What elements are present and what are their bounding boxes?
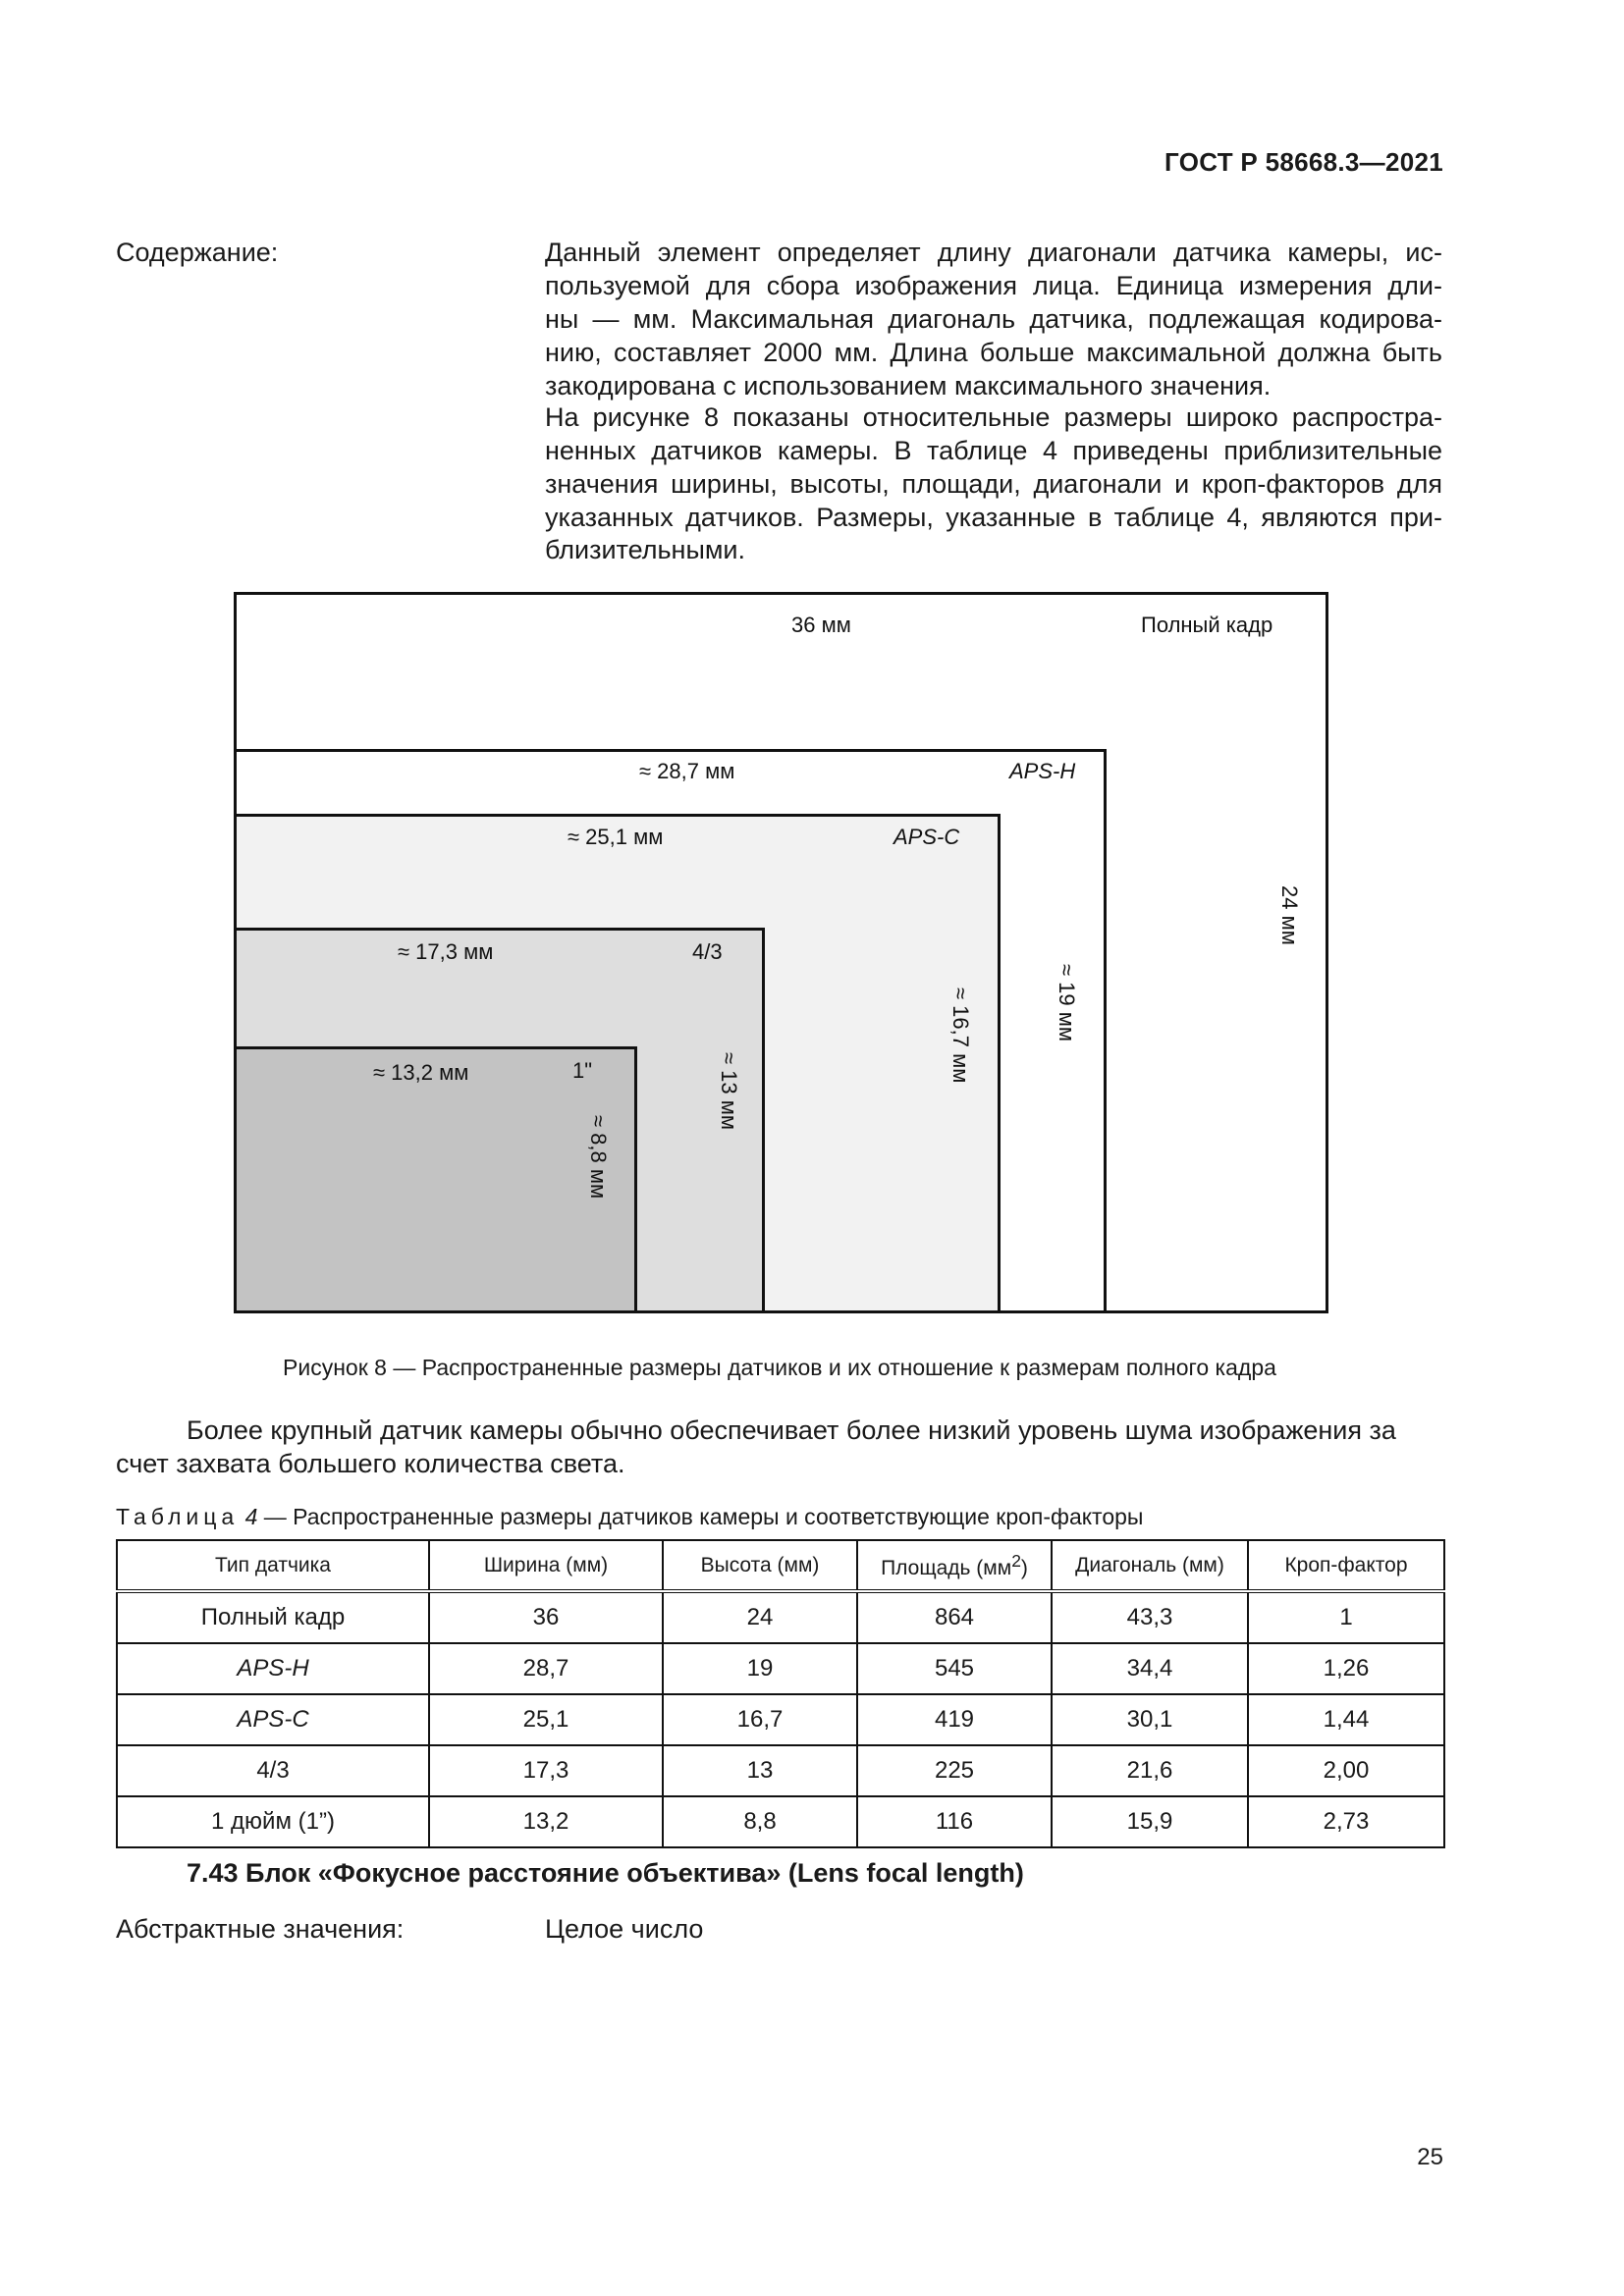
document-code: ГОСТ Р 58668.3—2021 bbox=[1164, 147, 1443, 177]
column-header: Диагональ (мм) bbox=[1052, 1540, 1248, 1591]
area-header-suffix: ) bbox=[1020, 1556, 1028, 1579]
full-frame-width-label: 36 мм bbox=[791, 613, 851, 637]
column-header: Тип датчика bbox=[117, 1540, 429, 1591]
four-thirds-name: 4/3 bbox=[692, 939, 723, 964]
one-inch-height-label: ≈ 8,8 мм bbox=[586, 1115, 611, 1200]
full-frame-name: Полный кадр bbox=[1141, 613, 1273, 637]
table-title-word: Таблица bbox=[116, 1504, 240, 1529]
table-cell: 545 bbox=[857, 1643, 1052, 1694]
table-title-number: 4 bbox=[244, 1504, 258, 1529]
content-line: указанных датчиков. Размеры, указанные в таблице 4, являются при- bbox=[545, 503, 1442, 532]
table-cell: 1 дюйм (1”) bbox=[117, 1796, 429, 1847]
content-line: нию, составляет 2000 мм. Длина больше максимальной должна быть bbox=[545, 338, 1442, 367]
body-text-line: Более крупный датчик камеры обычно обеспечивает более низкий уровень шума изображения за bbox=[187, 1415, 1396, 1445]
table-cell: 4/3 bbox=[117, 1745, 429, 1796]
aps-c-height-label: ≈ 16,7 мм bbox=[948, 988, 973, 1084]
table-cell: 419 bbox=[857, 1694, 1052, 1745]
column-header: Высота (мм) bbox=[663, 1540, 857, 1591]
table-cell: 15,9 bbox=[1052, 1796, 1248, 1847]
table-cell: 13,2 bbox=[429, 1796, 663, 1847]
aps-h-width-label: ≈ 28,7 мм bbox=[639, 759, 735, 783]
column-header: Кроп-фактор bbox=[1248, 1540, 1444, 1591]
content-line: значения ширины, высоты, площади, диагонали и кроп-факторов для bbox=[545, 469, 1442, 499]
one-inch-name: 1" bbox=[572, 1058, 593, 1083]
abstract-values-label: Абстрактные значения: bbox=[116, 1914, 405, 1944]
table-cell: 864 bbox=[857, 1591, 1052, 1643]
table-cell: 24 bbox=[663, 1591, 857, 1643]
table-cell: 2,73 bbox=[1248, 1796, 1444, 1847]
content-line: ненных датчиков камеры. В таблице 4 приведены приблизительные bbox=[545, 436, 1442, 465]
table-cell: 36 bbox=[429, 1591, 663, 1643]
table-cell: APS-H bbox=[117, 1643, 429, 1694]
table-cell: 25,1 bbox=[429, 1694, 663, 1745]
content-line: ны — мм. Максимальная диагональ датчика, подлежащая кодирова- bbox=[545, 304, 1442, 334]
table-row bbox=[117, 1694, 1444, 1745]
table-cell: 21,6 bbox=[1052, 1745, 1248, 1796]
content-label: Содержание: bbox=[116, 238, 279, 267]
table-row bbox=[117, 1643, 1444, 1694]
aps-h-height-label: ≈ 19 мм bbox=[1055, 964, 1079, 1042]
aps-c-name: APS-C bbox=[893, 825, 960, 849]
body-text-line: счет захвата большего количества света. bbox=[116, 1449, 625, 1478]
aps-c-width-label: ≈ 25,1 мм bbox=[568, 825, 664, 849]
table-cell: 225 bbox=[857, 1745, 1052, 1796]
table-cell: 19 bbox=[663, 1643, 857, 1694]
table-cell: 17,3 bbox=[429, 1745, 663, 1796]
table-cell: Полный кадр bbox=[117, 1591, 429, 1643]
content-line: закодирована с использованием максимального значения. bbox=[545, 371, 1272, 400]
four-thirds-height-label: ≈ 13 мм bbox=[717, 1052, 741, 1131]
table-cell: 16,7 bbox=[663, 1694, 857, 1745]
page-number: 25 bbox=[1417, 2144, 1443, 2170]
table-cell: 2,00 bbox=[1248, 1745, 1444, 1796]
content-line: пользуемой для сбора изображения лица. Единица измерения дли- bbox=[545, 271, 1442, 300]
table-title-text: — Распространенные размеры датчиков камеры и соответствующие кроп-факторы bbox=[263, 1504, 1144, 1529]
aps-h-name: APS-H bbox=[1009, 759, 1076, 783]
table-header-row bbox=[117, 1540, 1444, 1591]
one-inch-sensor bbox=[234, 1046, 637, 1313]
table-cell: APS-C bbox=[117, 1694, 429, 1745]
table-row bbox=[117, 1591, 1444, 1643]
four-thirds-width-label: ≈ 17,3 мм bbox=[398, 939, 494, 964]
one-inch-width-label: ≈ 13,2 мм bbox=[373, 1060, 469, 1085]
column-header: Ширина (мм) bbox=[429, 1540, 663, 1591]
area-header-text: Площадь (мм bbox=[881, 1556, 1012, 1579]
full-frame-height-label: 24 мм bbox=[1277, 885, 1302, 945]
sensor-table bbox=[116, 1539, 1445, 1848]
table-cell: 8,8 bbox=[663, 1796, 857, 1847]
table-row bbox=[117, 1745, 1444, 1796]
figure-caption: Рисунок 8 — Распространенные размеры датчиков и их отношение к размерам полного кадра bbox=[283, 1355, 1276, 1380]
column-header bbox=[857, 1540, 1052, 1591]
table-cell: 13 bbox=[663, 1745, 857, 1796]
table-cell: 1,26 bbox=[1248, 1643, 1444, 1694]
table-cell: 28,7 bbox=[429, 1643, 663, 1694]
table-cell: 34,4 bbox=[1052, 1643, 1248, 1694]
table-cell: 30,1 bbox=[1052, 1694, 1248, 1745]
table-title bbox=[116, 1504, 1143, 1530]
content-line: Данный элемент определяет длину диагонали датчика камеры, ис- bbox=[545, 238, 1442, 267]
content-line: близительными. bbox=[545, 535, 746, 564]
table-cell: 116 bbox=[857, 1796, 1052, 1847]
section-heading: 7.43 Блок «Фокусное расстояние объектива» (Lens focal length) bbox=[187, 1858, 1024, 1888]
content-line: На рисунке 8 показаны относительные размеры широко распростра- bbox=[545, 402, 1442, 432]
table-row bbox=[117, 1796, 1444, 1847]
area-superscript: 2 bbox=[1011, 1550, 1021, 1571]
table-cell: 1 bbox=[1248, 1591, 1444, 1643]
abstract-values-value: Целое число bbox=[545, 1914, 704, 1944]
table-cell: 1,44 bbox=[1248, 1694, 1444, 1745]
table-cell: 43,3 bbox=[1052, 1591, 1248, 1643]
